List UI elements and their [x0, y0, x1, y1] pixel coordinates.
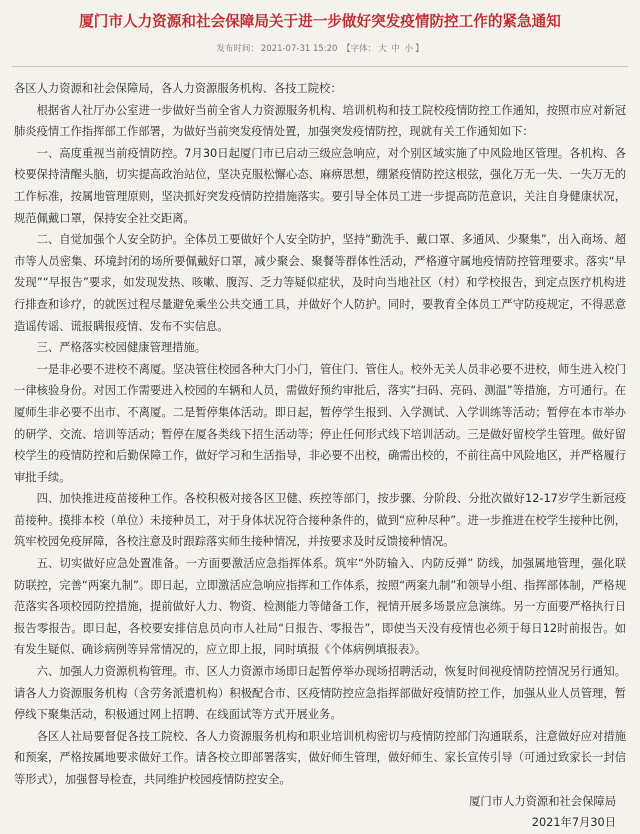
header-divider: [12, 66, 628, 67]
signature-org: 厦门市人力资源和社会保障局: [469, 794, 616, 808]
paragraph-section-1: 一、高度重视当前疫情防控。7月30日起厦门市已启动三级应急响应，对个别区域实施了中风险地区管理。各机构、各校要保持清醒头脑，切实提高政治站位，坚决克服松懈心态、麻痹思想，绷紧疫情防控这根弦，强化万无一失、一失万无的工作标准，按属地管理原则，坚决抓好突发疫情防控措施落实。要引导全体员工进一步提高防范意识，关注自身健康状况，规范佩戴口罩，保持安全社交距离。: [14, 146, 626, 225]
paragraph-section-6: 六、加强人力资源机构管理。市、区人力资源市场即日起暂停举办现场招聘活动，恢复时间视疫情防控情况另行通知。请各人力资源服务机构（含劳务派遣机构）积极配合市、区疫情防控应急指挥部做好疫情防控工作，加强从业人员管理，暂停线下聚集活动，积极通过网上招聘、在线面试等方式开展业务。: [14, 665, 626, 722]
paragraph-section-4: 四、加快推进疫苗接种工作。各校积极对接各区卫健、疾控等部门，按步骤、分阶段、分批次做好12-17岁学生新冠疫苗接种。摸排本校（单位）未接种员工，对于身体状况符合接种条件的，做到“应种尽种”。进一步推进在校学生接种比例，筑牢校园免疫屏障，各校注意及时跟踪落实师生接种情况，并按要求及时反馈接种情况。: [14, 492, 626, 549]
signature-block: [14, 791, 626, 834]
paragraph-section-5: 五、切实做好应急处置准备。一方面要激活应急指挥体系。筑牢“外防输入、内防反弹” 防线，加强属地管理，强化联防联控，完善“两案九制”。即日起，立即激活应急响应指挥和工作体系，按照“两案九制”和领导小组、指挥部体制，严格规范落实各项校园防控措施，提前做好人力、物资、检测能力等储备工作，视情开展多场景应急演练。另一方面要严格执行日报告零报告。即日起，各校要安排信息员向市人社局“日报告、零报告”，即使当天没有疫情也必须于每日12时前报告。如有发生疑似、确诊病例等异常情况的，应立即上报，同时填报《个体病例填报表》。: [14, 557, 626, 657]
salutation: 各区人力资源和社会保障局，各人力资源服务机构、各技工院校：: [14, 82, 342, 95]
font-size-medium-button[interactable]: 中: [391, 44, 400, 54]
font-size-open: 【字体：: [342, 44, 377, 54]
signature-date: 2021年7月30日: [531, 816, 616, 830]
paragraph-intro: 根据省人社厅办公室进一步做好当前全省人力资源服务机构、培训机构和技工院校疫情防控工作通知，按照市应对新冠肺炎疫情工作指挥部工作部署，为做好当前突发疫情处置，加强突发疫情防控，现就有关工作通知如下：: [14, 103, 626, 139]
article-title: 厦门市人力资源和社会保障局关于进一步做好突发疫情防控工作的紧急通知: [79, 13, 561, 30]
published-time: 2021-07-31 15:20: [260, 44, 338, 54]
article-meta: [14, 42, 626, 56]
paragraph-section-3-heading: 三、严格落实校园健康管理措施。: [36, 341, 207, 355]
font-size-small-button[interactable]: 小: [404, 44, 414, 54]
paragraph-section-2: 二、自觉加强个人安全防护。全体员工要做好个人安全防护，坚持“勤洗手、戴口罩、多通风、少聚集”，出入商场、超市等人员密集、环境封闭的场所要佩戴好口罩，减少聚会、聚餐等群体性活动，严格遵守属地疫情防控管理要求。落实“早发现”“早报告”要求，如发现发热、咳嗽、腹泻、乏力等疑似症状，及时向当地社区（村）和学校报告，到定点医疗机构进行排查和诊疗，的就医过程尽量避免乘坐公共交通工具，并做好个人防护。同时，要教育全体员工严守防疫规定，不得恶意造谣传谣、谎报瞒报疫情、发布不实信息。: [14, 233, 626, 333]
paragraph-closing: 各区人社局要督促各技工院校、各人力资源服务机构和职业培训机构密切与疫情防控部门沟通联系，注意做好应对措施和预案，严格按属地要求做好工作。请各校立即部署落实，做好师生管理，做好师生、家长宣传引导（可通过致家长一封信等形式），加强督导检查，共同维护校园疫情防控安全。: [14, 729, 626, 786]
published-label: 发布时间：: [216, 44, 259, 54]
paragraph-section-3-body: 一是非必要不进校不离厦。坚决管住校园各种大门小门，管住门、管住人。校外无关人员非必要不进校，师生进入校门一律核验身份。对因工作需要进入校园的车辆和人员，需做好预约审批后，落实“扫码、亮码、测温”等措施，方可通行。在厦师生非必要不出市、不离厦。二是暂停集体活动。即日起，暂停学生报到、入学测试、入学训练等活动；暂停在本市举办的研学、交流、培训等活动；暂停在厦各类线下招生活动等；停止任何形式线下培训活动。三是做好留校学生管理。做好留校学生的疫情防控和后勤保障工作，做好学习和生活指导，非必要不出校，确需出校的，不前往高中风险地区，并严格履行审批手续。: [14, 362, 626, 484]
font-size-large-button[interactable]: 大: [378, 44, 387, 54]
font-size-close: 】: [415, 44, 424, 54]
article-body: [14, 78, 626, 791]
